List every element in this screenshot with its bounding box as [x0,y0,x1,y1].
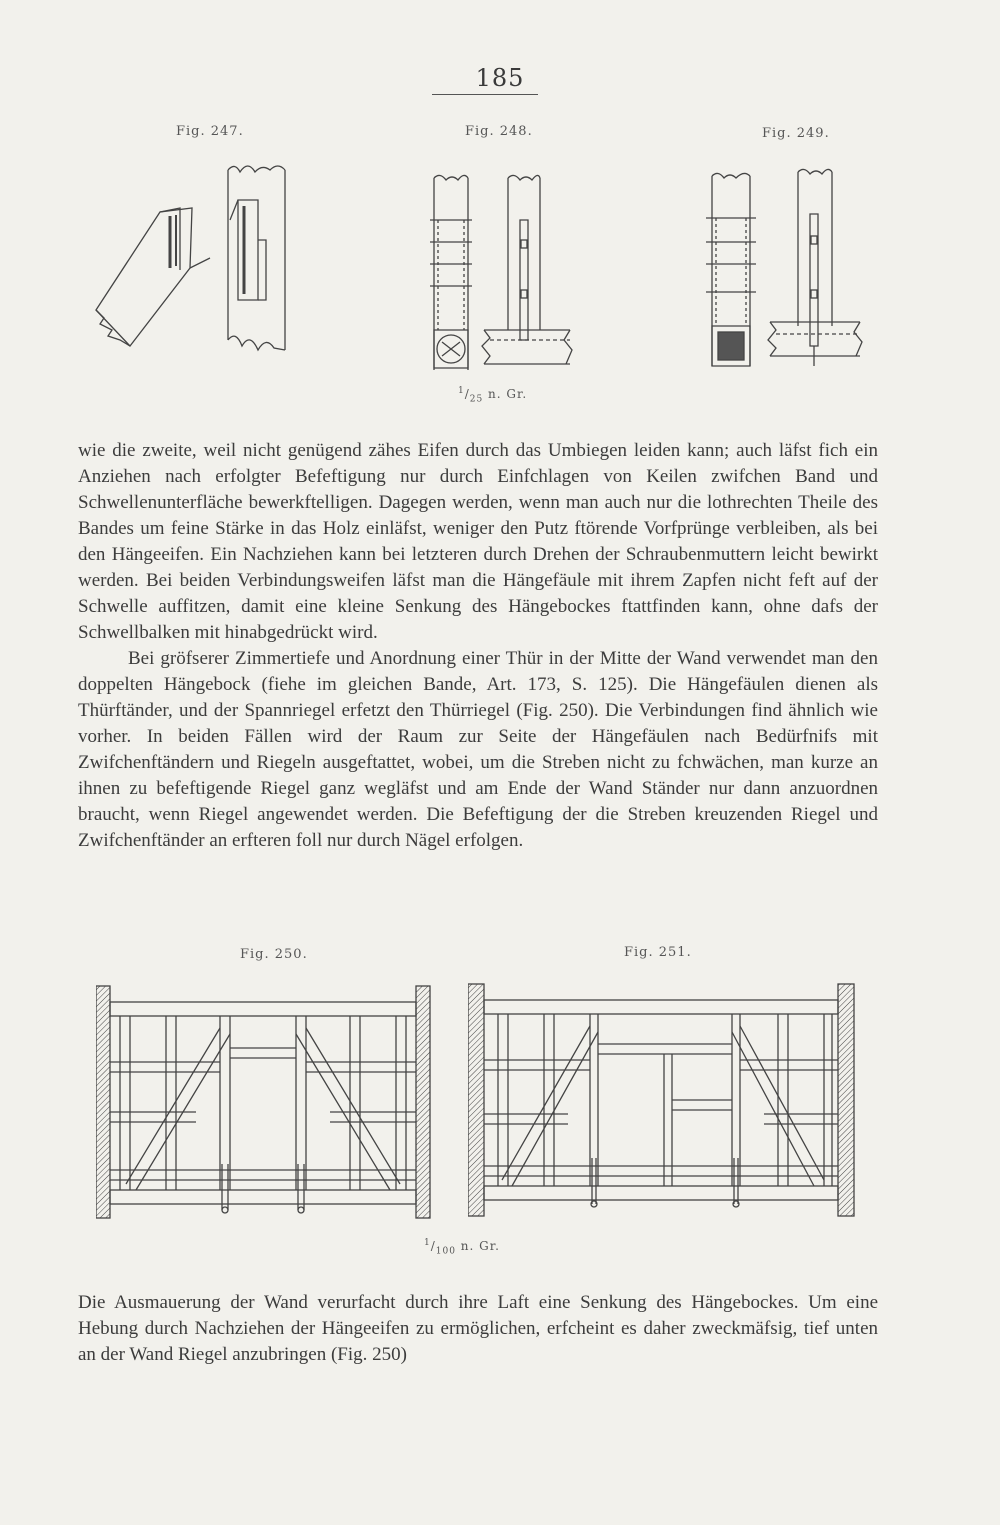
fig-248-drawing [420,170,580,380]
scale-note-top: $^1/_{25}$ n. Gr. [458,386,528,405]
fig-250-label: Fig. 250. [240,947,308,962]
paragraph-2: Bei gröfserer Zimmertiefe und Anordnung einer Thür in der Mitte der Wand verwendet man den doppelten Hängebock (fiehe im gleichen Bande, Art. 173, S. 125). Die Hängefäulen dienen als Thürftänder, und der Spannriegel erfetzt den Thürriegel (Fig. 250). Die Verbindungen find ähnlich wie vorher. In beiden Fällen wird der Raum zur Seite der Hängefäulen nach Bedürfnifs mit Zwifchenftändern und Riegeln ausgeftattet, wobei, um die Streben nicht zu fchwächen, man kurze an ihnen zu befeftigende Riegel ganz wegläfst und am Ende der Wand Ständer nur dann anzuordnen braucht, wenn Riegel angewendet werden. Die Befeftigung der die Streben kreuzenden Riegel und Zwifchenftänder an erfteren foll nur durch Nägel erfolgen. [78,648,878,851]
scale-note-bottom: $^1/_{100}$ n. Gr. [424,1238,500,1257]
paragraph-3: Die Ausmauerung der Wand verurfacht durch ihre Laft eine Senkung des Hängebockes. Um eine Hebung durch Nachziehen der Hängeeifen zu ermöglichen, erfcheint es daher zweckmäfsig, tief unten an der Wand Riegel anzubringen (Fig. 250) [78,1292,878,1365]
body-text-lower [78,1290,878,1368]
scale-bottom-denominator: 100 [435,1246,456,1257]
fig-247-label: Fig. 247. [176,124,244,139]
paragraph-1: wie die zweite, weil nicht genügend zähes Eifen durch das Umbiegen leiden kann; auch läfst fich ein Anziehen nach erfolgter Befeftigung nur durch Einfchlagen von Keilen zwifchen Band und Schwellenunterfläche bewerkftelligen. Dagegen werden, wenn man auch nur die lothrechten Theile des Bandes um feine Stärke in das Holz einläfst, weniger den Putz ftörende Vorfprünge verbleiben, als bei den Hängeeifen. Ein Nachziehen kann bei letzteren durch Drehen der Schraubenmuttern leicht bewirkt werden. Bei beiden Verbindungsweifen läfst man die Hängefäule mit ihrem Zapfen nicht feft auf der Schwelle auffitzen, damit eine kleine Senkung des Hängebockes ftattfinden kann, ohne dafs der Schwellbalken mit hinabgedrückt wird. [78,440,878,643]
scale-top-suffix: n. Gr. [483,387,528,401]
fig-250-drawing [96,984,436,1220]
fig-248-label: Fig. 248. [465,124,533,139]
page-number-rule [432,94,538,95]
fig-249-drawing [700,166,870,380]
body-text-upper [78,438,878,854]
scale-bottom-suffix: n. Gr. [455,1239,500,1253]
fig-247-drawing [90,160,310,360]
fig-251-label: Fig. 251. [624,945,692,960]
scale-top-denominator: 25 [469,394,484,405]
fig-251-drawing [468,982,860,1220]
fig-249-label: Fig. 249. [762,126,830,141]
page-number: 185 [475,64,525,92]
